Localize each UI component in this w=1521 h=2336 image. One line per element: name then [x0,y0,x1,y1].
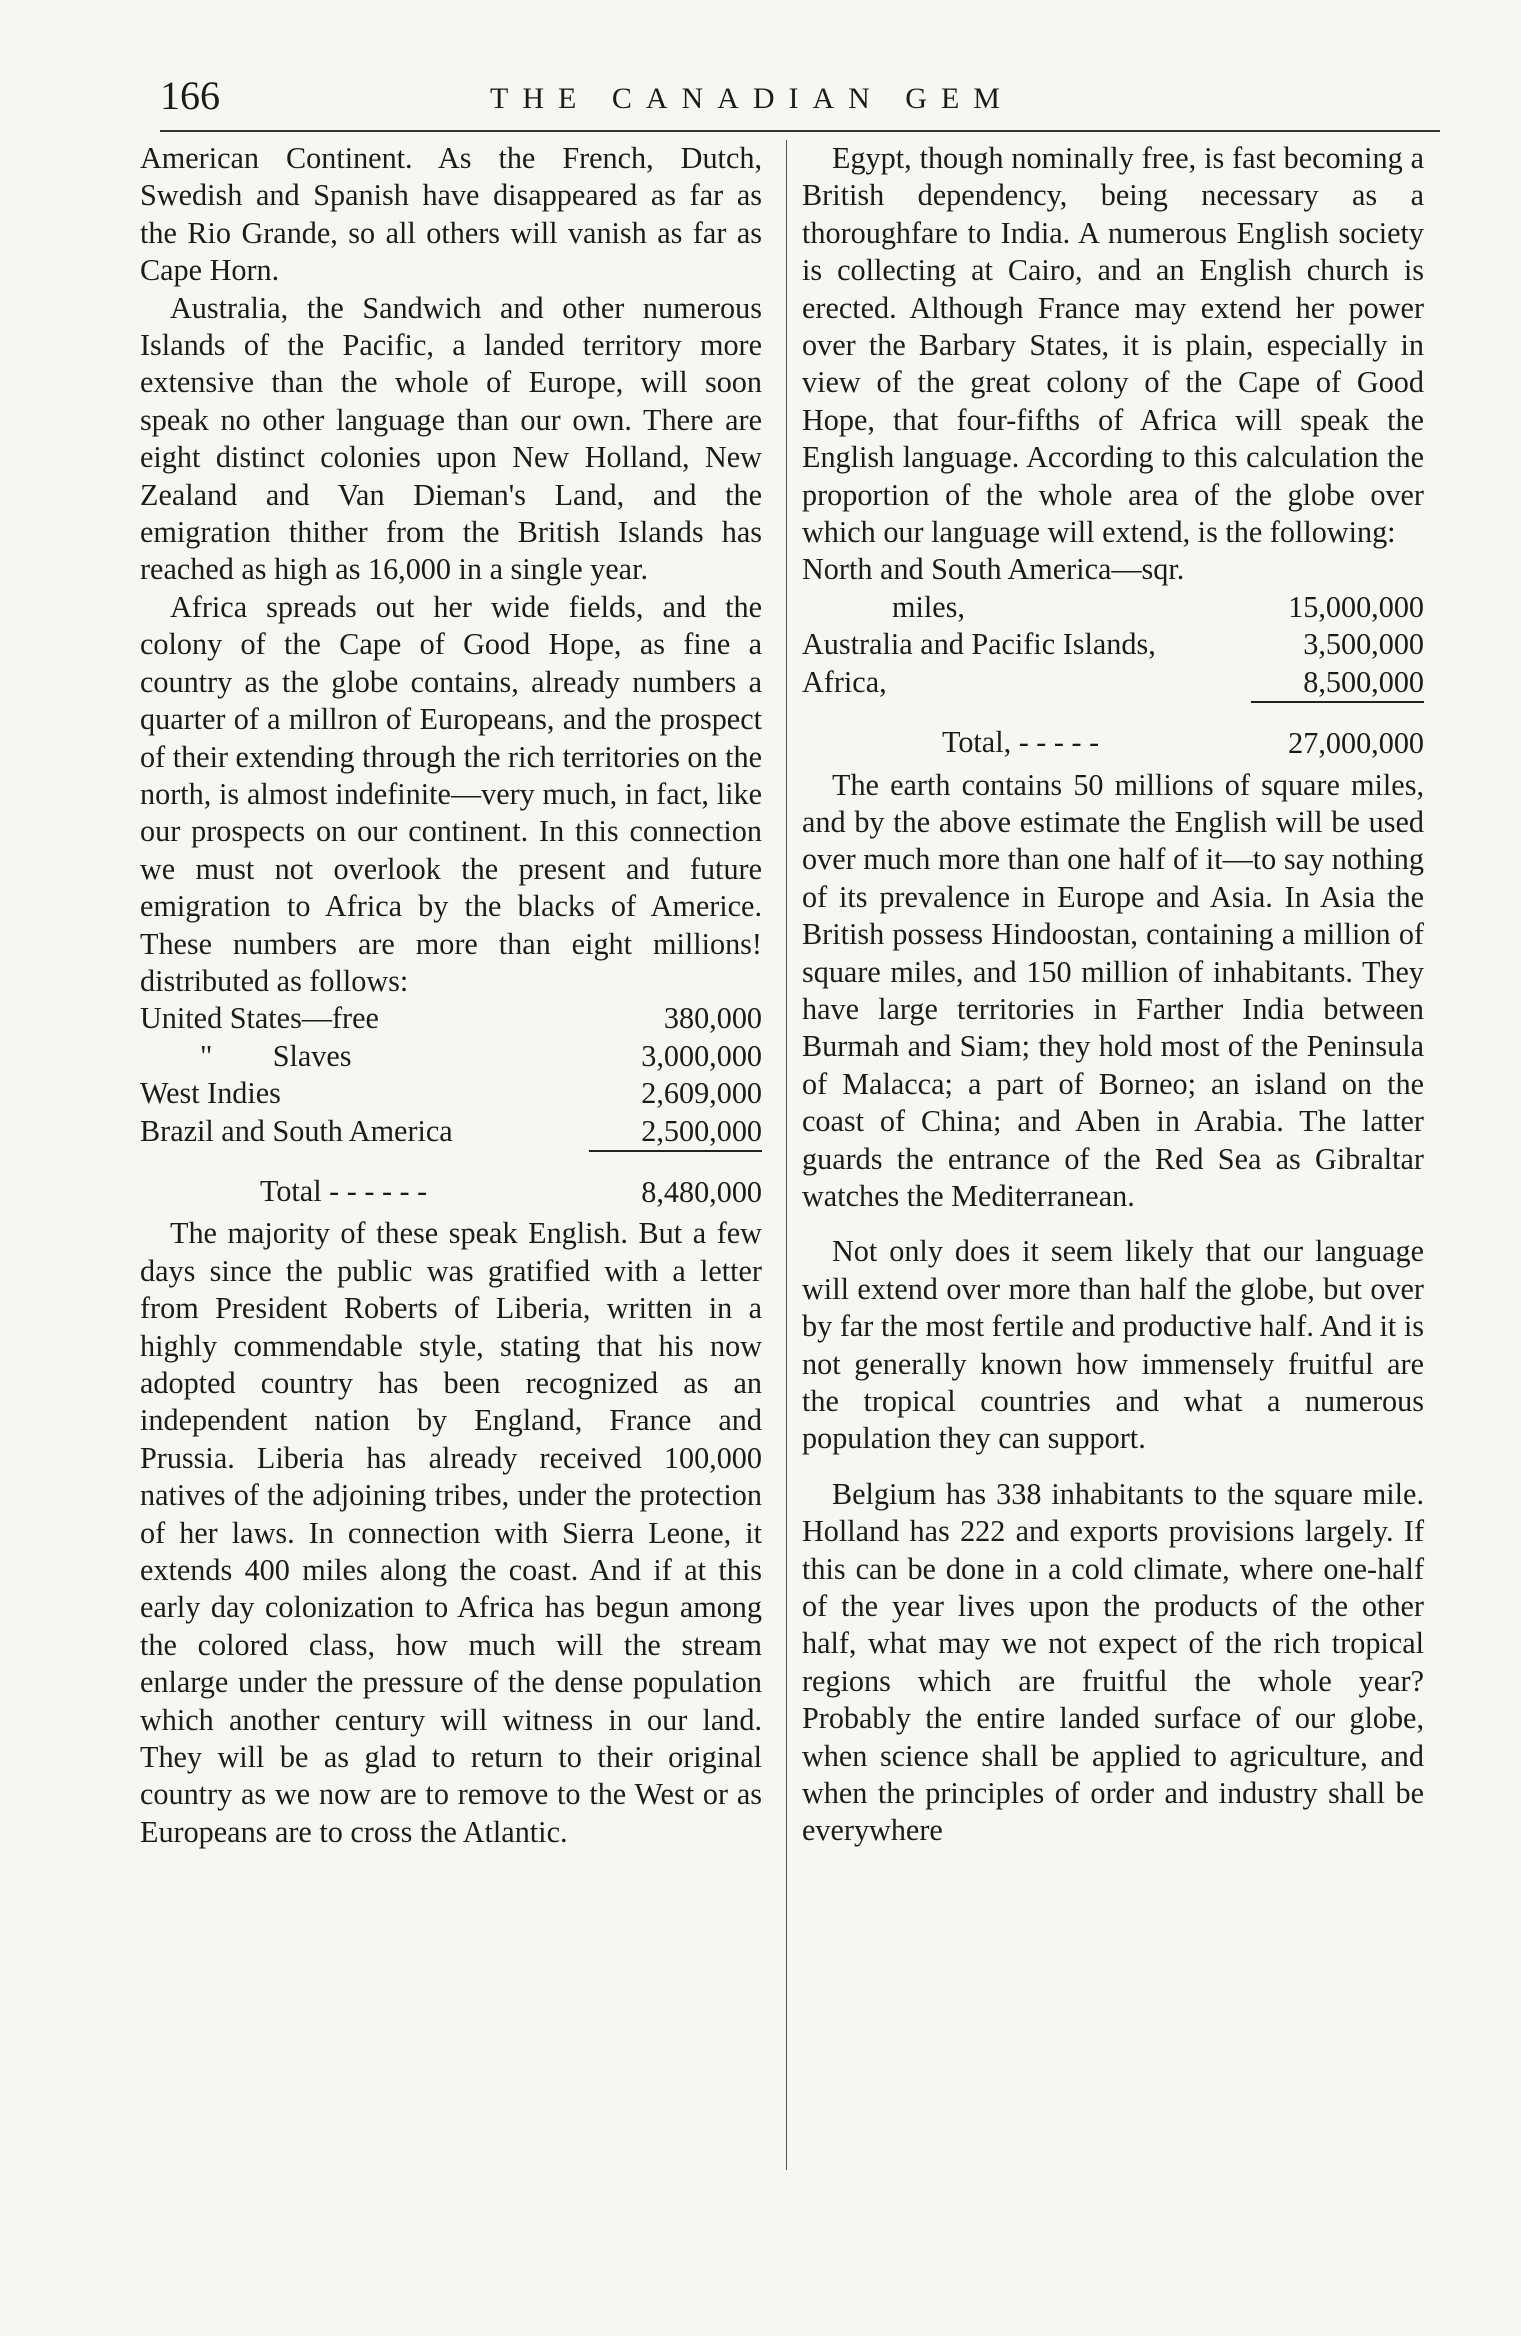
table-label: United States—free [140,1001,379,1036]
table-label: Australia and Pacific Islands, [802,627,1156,662]
paragraph: Egypt, though nominally free, is fast becoming a British dependency, being necessary as a thoroughfare to India. A numerous English society is collecting at Cairo, and an English church is erected. Although France may extend her power over the Barbary States, it is plain, especially in view of the great colony of the Cape of Good Hope, that four-fifths of Africa will speak the English language. According to this calculation the proportion of the whole area of the globe over which our language will extend, is the following: [802,141,1424,550]
table-row [802,664,1424,702]
header-rule [160,130,1440,132]
emigration-table [140,1000,762,1215]
table-value: 3,000,000 [641,1038,762,1073]
page-header [160,72,1440,132]
paragraph: The majority of these speak English. But a few days since the public was gratified with a letter from President Roberts of Liberia, written in a highly commendable style, stating that his now adopted country has been recognized as an independent nation by England, France and Prussia. Liberia has already received 100,000 natives of the adjoining tribes, under the protection of her laws. In connection with Sierra Leone, it extends 400 miles along the coast. And if at this early day colonization to Africa has begun among the colored class, how much will the stream enlarge under the pressure of the dense population which another century will witness in our land. They will be as glad to return to their original country as we now are to remove to the West or as Europeans are to cross the Atlantic. [140,1216,762,1849]
table-label: Africa, [802,664,887,699]
table-total-row [140,1151,762,1215]
table-label: Brazil and South America [140,1113,453,1148]
paragraph: Australia, the Sandwich and other numerous Islands of the Pacific, a landed territory more extensive than the whole of Europe, will soon speak no other language than our own. There are eight distinct colonies upon New Holland, New Zealand and Van Dieman's Land, and the emigration thither from the British Islands has reached as high as 16,000 in a single year. [140,290,762,587]
table-value: 2,500,000 [589,1113,762,1151]
paragraph: Belgium has 338 inhabitants to the square mile. Holland has 222 and exports provisions largely. If this can be done in a cold climate, where one-half of the year lives upon the products of the other half, what may we not expect of the rich tropical regions which are fruitful the whole year? Probably the entire landed surface of our globe, when science shall be applied to agriculture, and when the principles of order and industry shall be everywhere [802,1476,1424,1848]
left-column [140,140,762,1851]
column-divider [786,140,787,2170]
table-row [140,1075,762,1112]
paragraph: Not only does it seem likely that our language will extend over more than half the globe, but over by far the most fertile and productive half. And it is not generally known how immensely fruitful are the tropical countries and what a numerous population they can support. [802,1234,1424,1456]
table-row [140,1000,762,1037]
table-label: West Indies [140,1076,281,1111]
table-value: 380,000 [663,1001,762,1036]
table-row [140,1113,762,1151]
paragraph: Africa spreads out her wide fields, and the colony of the Cape of Good Hope, as fine a country as the globe contains, already numbers a quarter of a millron of Europeans, and the prospect of their extending through the rich territories on the north, is almost indefinite—very much, in fact, like our prospects on our continent. In this connection we must not overlook the present and future emigration to Africa by the blacks of Americe. These numbers are more than eight millions! distributed as follows: [140,589,763,998]
table-value: 2,609,000 [641,1076,762,1111]
table-total-value: 27,000,000 [1288,726,1424,761]
table-value: 15,000,000 [1288,589,1424,624]
running-title: THE CANADIAN GEM [490,82,1014,115]
paragraph: The earth contains 50 millions of square miles, and by the above estimate the English will be used over much more than one half of it—to say nothing of its prevalence in Europe and Asia. In Asia the British possess Hindoostan, containing a million of square miles, and 150 million of inhabitants. They have large territories in Farther India between Burmah and Siam; they hold most of the Peninsula of Malacca; a part of Borneo; an island on the coast of China; and Aben in Arabia. The latter guards the entrance of the Red Sea as Gibraltar watches the Mediterranean. [802,767,1424,1213]
table-label: miles, [892,589,965,624]
table-value: 8,500,000 [1251,664,1424,702]
table-total-label: Total - - - - - - [260,1173,428,1208]
area-table [802,551,1424,766]
table-row [802,589,1424,626]
table-head: North and South America—sqr. [802,552,1185,587]
page-number: 166 [160,73,220,118]
table-total-row [802,702,1424,766]
table-row [802,626,1424,663]
table-total-label: Total, - - - - - [942,725,1100,760]
paragraph: American Continent. As the French, Dutch, Swedish and Spanish have disappeared as far as the Rio Grande, so all others will vanish as far as Cape Horn. [140,141,762,288]
table-row [140,1038,762,1075]
table-total-value: 8,480,000 [641,1174,762,1209]
table-label: " Slaves [200,1038,352,1073]
right-column [802,140,1424,1850]
table-value: 3,500,000 [1303,627,1424,662]
table-head-row [802,551,1424,588]
